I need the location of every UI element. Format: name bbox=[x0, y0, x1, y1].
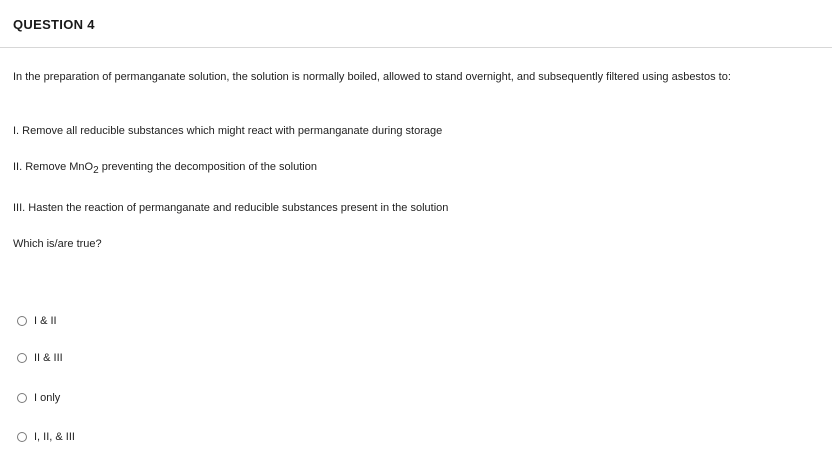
answer-option-2[interactable] bbox=[17, 350, 63, 366]
answer-option-1[interactable] bbox=[17, 313, 57, 329]
statement-2-subscript: 2 bbox=[93, 165, 99, 176]
statement-3: III. Hasten the reaction of permanganate and reducible substances present in the solution bbox=[13, 202, 449, 214]
answer-option-4[interactable] bbox=[17, 429, 75, 445]
answer-option-label: I only bbox=[34, 392, 61, 404]
statement-2 bbox=[13, 160, 317, 174]
statement-1: I. Remove all reducible substances which might react with permanganate during storage bbox=[13, 125, 443, 137]
answer-option-3[interactable] bbox=[17, 390, 60, 406]
question-prompt: In the preparation of permanganate solution, the solution is normally boiled, allowed to stand overnight, and subsequently filtered using asbestos to: bbox=[13, 71, 731, 83]
radio-button-icon[interactable] bbox=[17, 393, 27, 403]
radio-button-icon[interactable] bbox=[17, 432, 27, 442]
answer-option-label: I, II, & III bbox=[34, 431, 75, 443]
radio-button-icon[interactable] bbox=[17, 316, 27, 326]
radio-button-icon[interactable] bbox=[17, 353, 27, 363]
answer-option-label: I & II bbox=[34, 315, 57, 327]
answer-option-label: II & III bbox=[34, 352, 63, 364]
question-ask: Which is/are true? bbox=[13, 238, 102, 250]
question-header bbox=[0, 0, 832, 48]
statement-2-suffix: preventing the decomposition of the solution bbox=[98, 161, 317, 173]
question-title: QUESTION 4 bbox=[13, 17, 95, 32]
statement-2-prefix: II. Remove MnO bbox=[13, 161, 94, 173]
